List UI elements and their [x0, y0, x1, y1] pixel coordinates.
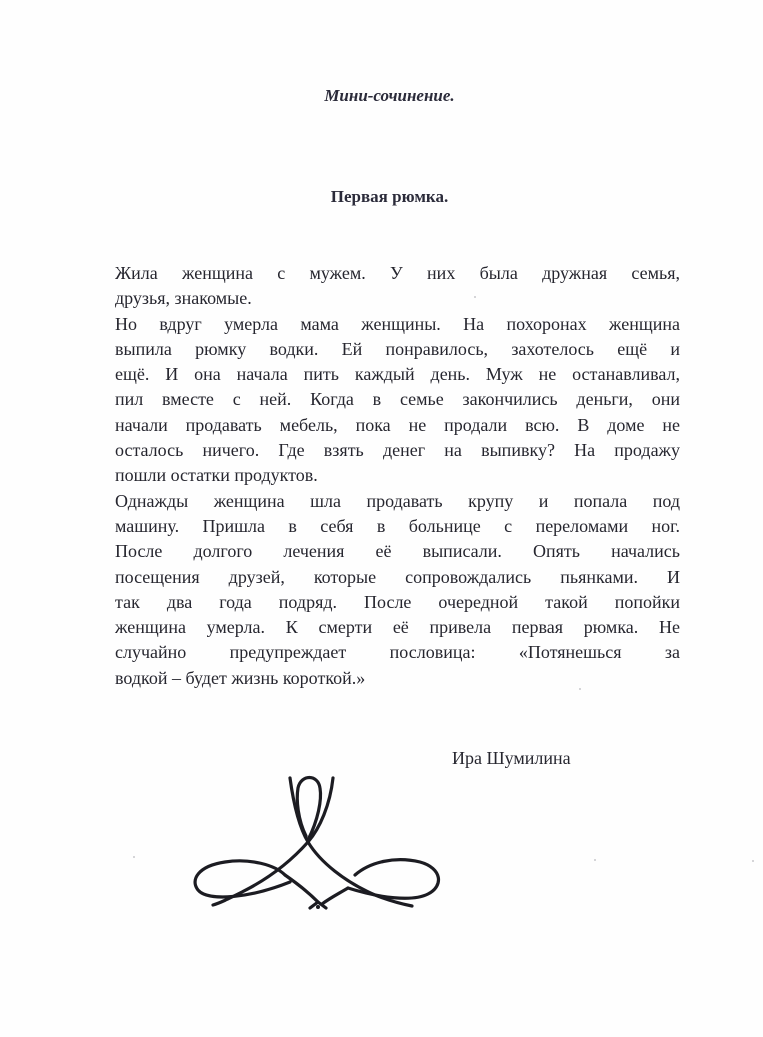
- document-subtitle: Мини-сочинение.: [324, 86, 455, 105]
- text-line: машину. Пришла в себя в больнице с переломами ног.: [115, 515, 680, 536]
- text-line: друзья, знакомые.: [115, 288, 252, 309]
- text-line: случайно предупреждает пословица: «Потянешься за: [115, 642, 680, 663]
- author-signature: Ира Шумилина: [452, 748, 571, 768]
- text-line: начали продавать мебель, пока не продали всю. В доме не: [115, 414, 680, 435]
- scan-speck: [579, 688, 581, 690]
- decorative-knot-icon: [180, 770, 450, 910]
- text-line: посещения друзей, которые сопровождались пьянками. И: [115, 566, 680, 587]
- text-line: После долгого лечения её выписали. Опять начались: [115, 541, 680, 562]
- paragraph-2: [109, 312, 680, 489]
- text-line: Но вдруг умерла мама женщины. На похоронах женщина: [115, 313, 680, 334]
- scan-speck: [752, 860, 754, 862]
- text-line: водкой – будет жизнь короткой.»: [115, 667, 366, 688]
- text-line: так два года подряд. После очередной такой попойки: [115, 591, 680, 612]
- text-line: пил вместе с ней. Когда в семье закончились деньги, они: [115, 389, 680, 410]
- scan-speck: [474, 296, 476, 298]
- scan-speck: [594, 859, 596, 861]
- document-title: Первая рюмка.: [330, 187, 449, 206]
- text-line: женщина умерла. К смерти её привела первая рюмка. Не: [115, 617, 680, 638]
- text-line: ещё. И она начала пить каждый день. Муж не останавливал,: [115, 364, 680, 385]
- text-line: Жила женщина с мужем. У них была дружная семья,: [115, 263, 680, 283]
- text-line: Однажды женщина шла продавать крупу и попала под: [115, 490, 680, 511]
- paragraph-3: [109, 489, 680, 691]
- text-line: осталось ничего. Где взять денег на выпивку? На продажу: [115, 440, 680, 461]
- scan-speck: [133, 856, 135, 858]
- text-line: пошли остатки продуктов.: [115, 465, 318, 486]
- paragraph-1: [109, 261, 680, 312]
- text-line: выпила рюмку водки. Ей понравилось, захотелось ещё и: [115, 338, 680, 359]
- essay-body: [109, 261, 680, 691]
